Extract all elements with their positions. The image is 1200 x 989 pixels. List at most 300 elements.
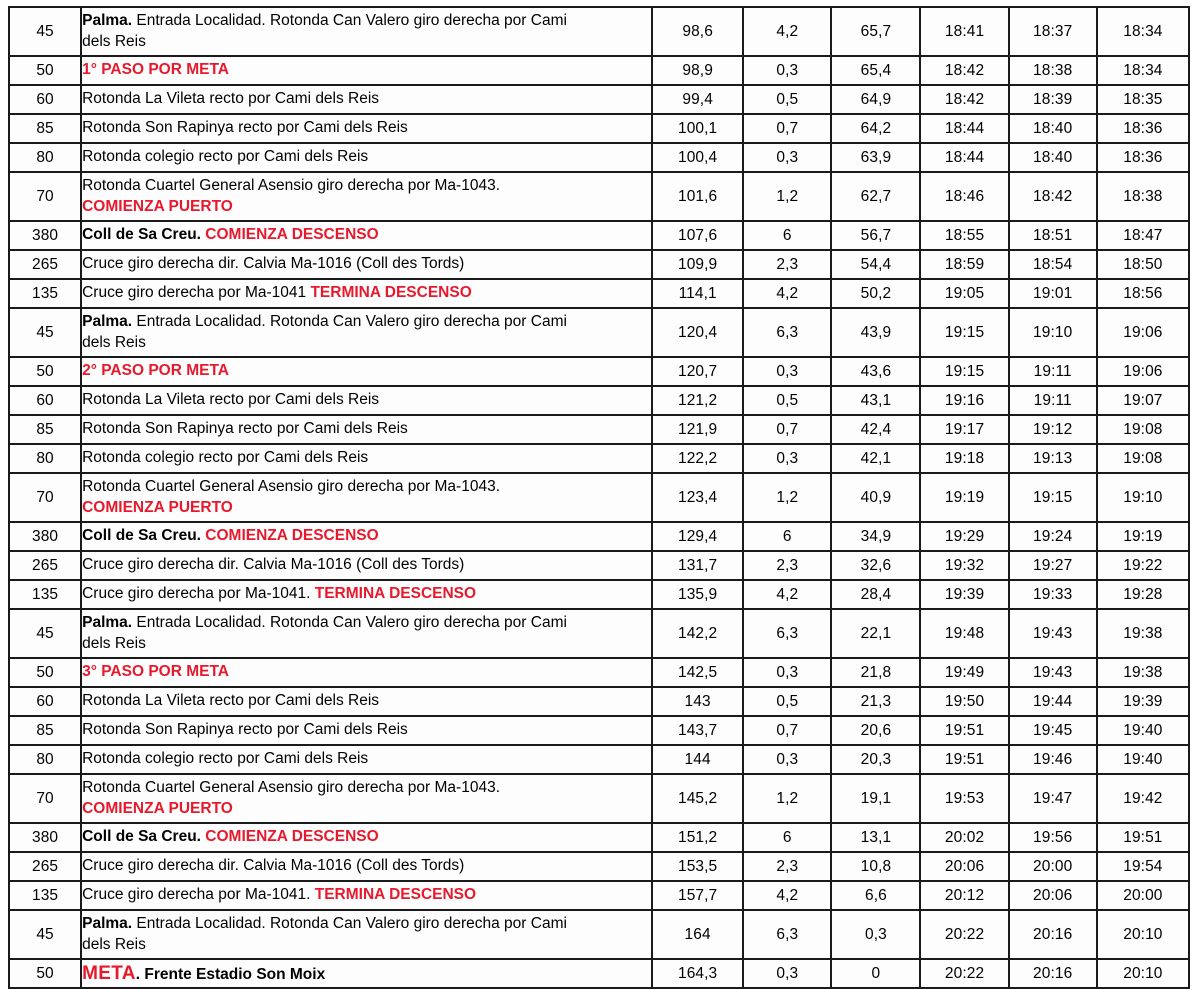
cell-time-slow: 19:51 xyxy=(920,716,1008,745)
cell-altitude: 265 xyxy=(9,551,81,580)
cell-time-fast: 19:40 xyxy=(1097,745,1189,774)
cell-altitude: 85 xyxy=(9,415,81,444)
cell-km-recorridos: 144 xyxy=(652,745,743,774)
description-highlight: 2° PASO POR META xyxy=(82,362,229,380)
cell-time-fast: 19:08 xyxy=(1097,444,1189,473)
table-row xyxy=(9,415,1189,444)
description-line xyxy=(82,60,651,80)
cell-description xyxy=(81,386,652,415)
cell-km-recorridos: 142,2 xyxy=(652,609,743,658)
cell-km-recorridos: 143,7 xyxy=(652,716,743,745)
cell-altitude: 380 xyxy=(9,823,81,852)
cell-description xyxy=(81,910,652,959)
description-line xyxy=(82,961,651,986)
cell-time-fast: 19:08 xyxy=(1097,415,1189,444)
cell-km-restantes: 20,3 xyxy=(831,745,920,774)
cell-km-restantes: 19,1 xyxy=(831,774,920,823)
description-line xyxy=(82,720,651,740)
cell-parcial: 0,5 xyxy=(743,386,831,415)
description-highlight: META xyxy=(82,962,136,984)
table-row xyxy=(9,143,1189,172)
description-text: Coll de Sa Creu. xyxy=(82,527,201,545)
description-text: Cruce giro derecha por Ma-1041 xyxy=(82,284,311,302)
description-text: Rotonda Cuartel General Asensio giro derecha por Ma-1043. xyxy=(82,779,500,797)
cell-km-recorridos: 153,5 xyxy=(652,852,743,881)
cell-time-fast: 19:06 xyxy=(1097,308,1189,357)
cell-km-recorridos: 131,7 xyxy=(652,551,743,580)
cell-altitude: 135 xyxy=(9,580,81,609)
cell-km-restantes: 10,8 xyxy=(831,852,920,881)
description-highlight: COMIENZA PUERTO xyxy=(82,197,233,215)
table-row xyxy=(9,250,1189,279)
cell-km-restantes: 43,9 xyxy=(831,308,920,357)
description-line xyxy=(82,312,651,332)
cell-km-restantes: 65,4 xyxy=(831,56,920,85)
cell-time-medium: 19:01 xyxy=(1009,279,1097,308)
cell-description xyxy=(81,658,652,687)
description-line xyxy=(82,691,651,711)
description-line xyxy=(82,197,651,217)
cell-km-restantes: 13,1 xyxy=(831,823,920,852)
cell-description xyxy=(81,551,652,580)
cell-km-restantes: 34,9 xyxy=(831,522,920,551)
cell-km-recorridos: 142,5 xyxy=(652,658,743,687)
cell-parcial: 0,3 xyxy=(743,444,831,473)
cell-time-medium: 19:11 xyxy=(1009,386,1097,415)
description-text: Rotonda Son Rapinya recto por Cami dels Reis xyxy=(82,721,408,739)
cell-time-fast: 20:00 xyxy=(1097,881,1189,910)
cell-altitude: 70 xyxy=(9,774,81,823)
table-row xyxy=(9,114,1189,143)
cell-time-slow: 20:02 xyxy=(920,823,1008,852)
description-text: Rotonda colegio recto por Cami dels Reis xyxy=(82,449,369,467)
description-line xyxy=(82,634,651,654)
cell-time-medium: 19:10 xyxy=(1009,308,1097,357)
cell-altitude: 80 xyxy=(9,444,81,473)
cell-time-slow: 19:15 xyxy=(920,357,1008,386)
description-text: Frente Estadio Son Moix xyxy=(140,965,326,983)
description-text: dels Reis xyxy=(82,333,146,351)
cell-time-fast: 18:35 xyxy=(1097,85,1189,114)
description-text: Rotonda Son Rapinya recto por Cami dels Reis xyxy=(82,119,408,137)
cell-time-slow: 19:49 xyxy=(920,658,1008,687)
cell-time-medium: 18:37 xyxy=(1009,7,1097,56)
cell-description xyxy=(81,881,652,910)
cell-description xyxy=(81,716,652,745)
cell-time-slow: 18:42 xyxy=(920,56,1008,85)
cell-altitude: 60 xyxy=(9,687,81,716)
table-row xyxy=(9,56,1189,85)
description-highlight: TERMINA DESCENSO xyxy=(314,886,477,904)
description-text: Rotonda La Vileta recto por Cami dels Reis xyxy=(82,391,380,409)
description-text: Palma. xyxy=(82,915,133,933)
description-line xyxy=(82,176,651,196)
cell-km-recorridos: 100,1 xyxy=(652,114,743,143)
description-line xyxy=(82,914,651,934)
cell-km-restantes: 50,2 xyxy=(831,279,920,308)
cell-time-fast: 18:50 xyxy=(1097,250,1189,279)
table-row xyxy=(9,444,1189,473)
cell-altitude: 50 xyxy=(9,56,81,85)
cell-parcial: 4,2 xyxy=(743,7,831,56)
cell-time-fast: 20:10 xyxy=(1097,959,1189,988)
cell-time-medium: 20:00 xyxy=(1009,852,1097,881)
cell-km-restantes: 62,7 xyxy=(831,172,920,221)
cell-km-recorridos: 120,4 xyxy=(652,308,743,357)
table-row xyxy=(9,823,1189,852)
cell-km-restantes: 43,6 xyxy=(831,357,920,386)
description-line xyxy=(82,419,651,439)
table-row xyxy=(9,910,1189,959)
description-line xyxy=(82,448,651,468)
description-text: Entrada Localidad. Rotonda Can Valero giro derecha por Cami xyxy=(132,12,567,30)
cell-description xyxy=(81,473,652,522)
cell-time-fast: 19:40 xyxy=(1097,716,1189,745)
cell-time-medium: 19:11 xyxy=(1009,357,1097,386)
description-line xyxy=(82,613,651,633)
cell-time-slow: 20:12 xyxy=(920,881,1008,910)
roadbook-table xyxy=(8,6,1190,989)
cell-time-fast: 18:36 xyxy=(1097,114,1189,143)
description-highlight: COMIENZA DESCENSO xyxy=(205,226,379,244)
cell-time-fast: 18:36 xyxy=(1097,143,1189,172)
cell-altitude: 50 xyxy=(9,357,81,386)
cell-parcial: 2,3 xyxy=(743,852,831,881)
cell-description xyxy=(81,580,652,609)
cell-time-medium: 19:43 xyxy=(1009,658,1097,687)
table-row xyxy=(9,221,1189,250)
cell-time-fast: 18:56 xyxy=(1097,279,1189,308)
cell-parcial: 0,5 xyxy=(743,85,831,114)
cell-parcial: 0,7 xyxy=(743,114,831,143)
cell-time-slow: 19:51 xyxy=(920,745,1008,774)
cell-time-fast: 19:38 xyxy=(1097,658,1189,687)
cell-time-fast: 18:38 xyxy=(1097,172,1189,221)
cell-altitude: 265 xyxy=(9,250,81,279)
table-row xyxy=(9,745,1189,774)
cell-time-slow: 19:39 xyxy=(920,580,1008,609)
cell-km-restantes: 43,1 xyxy=(831,386,920,415)
cell-km-recorridos: 120,7 xyxy=(652,357,743,386)
roadbook-body xyxy=(9,7,1189,988)
cell-time-medium: 19:45 xyxy=(1009,716,1097,745)
cell-km-restantes: 65,7 xyxy=(831,7,920,56)
cell-time-slow: 18:44 xyxy=(920,143,1008,172)
description-line xyxy=(82,498,651,518)
cell-parcial: 6,3 xyxy=(743,308,831,357)
cell-time-slow: 19:19 xyxy=(920,473,1008,522)
description-line xyxy=(82,856,651,876)
cell-km-restantes: 42,1 xyxy=(831,444,920,473)
description-highlight: COMIENZA DESCENSO xyxy=(205,828,379,846)
description-line xyxy=(82,390,651,410)
cell-description xyxy=(81,609,652,658)
table-row xyxy=(9,716,1189,745)
cell-km-recorridos: 121,2 xyxy=(652,386,743,415)
description-text: Palma. xyxy=(82,614,133,632)
cell-time-medium: 18:40 xyxy=(1009,114,1097,143)
cell-parcial: 6 xyxy=(743,221,831,250)
cell-time-medium: 19:15 xyxy=(1009,473,1097,522)
cell-altitude: 85 xyxy=(9,114,81,143)
cell-time-slow: 18:46 xyxy=(920,172,1008,221)
cell-time-slow: 19:32 xyxy=(920,551,1008,580)
cell-time-medium: 18:54 xyxy=(1009,250,1097,279)
cell-description xyxy=(81,745,652,774)
description-text: Cruce giro derecha dir. Calvia Ma-1016 (Coll des Tords) xyxy=(82,556,465,574)
cell-km-restantes: 64,9 xyxy=(831,85,920,114)
description-line xyxy=(82,11,651,31)
cell-km-recorridos: 129,4 xyxy=(652,522,743,551)
cell-description xyxy=(81,221,652,250)
cell-description xyxy=(81,522,652,551)
cell-parcial: 4,2 xyxy=(743,279,831,308)
description-text: Palma. xyxy=(82,12,133,30)
cell-km-recorridos: 99,4 xyxy=(652,85,743,114)
cell-km-restantes: 0,3 xyxy=(831,910,920,959)
cell-parcial: 0,7 xyxy=(743,716,831,745)
table-row xyxy=(9,580,1189,609)
description-line xyxy=(82,225,651,245)
cell-description xyxy=(81,85,652,114)
table-row xyxy=(9,85,1189,114)
cell-parcial: 1,2 xyxy=(743,172,831,221)
description-line xyxy=(82,118,651,138)
description-highlight: COMIENZA PUERTO xyxy=(82,498,233,516)
cell-km-restantes: 54,4 xyxy=(831,250,920,279)
cell-parcial: 0,3 xyxy=(743,658,831,687)
table-row xyxy=(9,852,1189,881)
cell-km-recorridos: 107,6 xyxy=(652,221,743,250)
cell-km-restantes: 32,6 xyxy=(831,551,920,580)
description-highlight: 3° PASO POR META xyxy=(82,663,229,681)
description-text: Cruce giro derecha por Ma-1041. xyxy=(82,585,315,603)
cell-time-medium: 19:13 xyxy=(1009,444,1097,473)
cell-time-medium: 18:42 xyxy=(1009,172,1097,221)
description-text: Coll de Sa Creu. xyxy=(82,828,201,846)
description-line xyxy=(82,361,651,381)
table-row xyxy=(9,308,1189,357)
cell-km-recorridos: 98,9 xyxy=(652,56,743,85)
description-line xyxy=(82,935,651,955)
cell-parcial: 0,3 xyxy=(743,56,831,85)
cell-time-medium: 19:24 xyxy=(1009,522,1097,551)
cell-time-fast: 19:19 xyxy=(1097,522,1189,551)
cell-time-fast: 19:10 xyxy=(1097,473,1189,522)
cell-km-recorridos: 164 xyxy=(652,910,743,959)
cell-altitude: 80 xyxy=(9,745,81,774)
cell-parcial: 0,3 xyxy=(743,745,831,774)
cell-altitude: 45 xyxy=(9,308,81,357)
cell-altitude: 45 xyxy=(9,609,81,658)
description-text: Cruce giro derecha por Ma-1041. xyxy=(82,886,315,904)
cell-time-fast: 18:34 xyxy=(1097,7,1189,56)
cell-time-fast: 20:10 xyxy=(1097,910,1189,959)
cell-parcial: 0,3 xyxy=(743,143,831,172)
cell-time-fast: 19:28 xyxy=(1097,580,1189,609)
cell-time-medium: 19:56 xyxy=(1009,823,1097,852)
cell-parcial: 6 xyxy=(743,522,831,551)
cell-time-slow: 18:59 xyxy=(920,250,1008,279)
description-highlight: 1° PASO POR META xyxy=(82,61,229,79)
description-text: Rotonda Cuartel General Asensio giro derecha por Ma-1043. xyxy=(82,478,500,496)
description-text: Rotonda La Vileta recto por Cami dels Reis xyxy=(82,692,380,710)
description-text: Entrada Localidad. Rotonda Can Valero giro derecha por Cami xyxy=(132,915,567,933)
cell-description xyxy=(81,7,652,56)
cell-time-slow: 18:44 xyxy=(920,114,1008,143)
cell-km-recorridos: 157,7 xyxy=(652,881,743,910)
cell-km-recorridos: 100,4 xyxy=(652,143,743,172)
description-highlight: COMIENZA PUERTO xyxy=(82,799,233,817)
cell-time-slow: 19:05 xyxy=(920,279,1008,308)
cell-time-medium: 19:46 xyxy=(1009,745,1097,774)
cell-altitude: 45 xyxy=(9,7,81,56)
cell-parcial: 0,5 xyxy=(743,687,831,716)
description-line xyxy=(82,254,651,274)
cell-time-medium: 18:51 xyxy=(1009,221,1097,250)
cell-parcial: 0,7 xyxy=(743,415,831,444)
cell-km-restantes: 40,9 xyxy=(831,473,920,522)
cell-description xyxy=(81,308,652,357)
cell-time-medium: 20:16 xyxy=(1009,959,1097,988)
cell-time-medium: 19:27 xyxy=(1009,551,1097,580)
table-row xyxy=(9,959,1189,988)
cell-altitude: 380 xyxy=(9,221,81,250)
cell-time-medium: 20:16 xyxy=(1009,910,1097,959)
cell-time-fast: 19:22 xyxy=(1097,551,1189,580)
cell-time-slow: 18:42 xyxy=(920,85,1008,114)
cell-time-fast: 19:06 xyxy=(1097,357,1189,386)
roadbook-container xyxy=(8,6,1190,989)
table-row xyxy=(9,279,1189,308)
table-row xyxy=(9,658,1189,687)
cell-altitude: 135 xyxy=(9,279,81,308)
cell-time-fast: 19:51 xyxy=(1097,823,1189,852)
cell-time-medium: 19:12 xyxy=(1009,415,1097,444)
description-text: dels Reis xyxy=(82,32,146,50)
cell-time-slow: 19:15 xyxy=(920,308,1008,357)
cell-time-slow: 20:06 xyxy=(920,852,1008,881)
cell-time-medium: 19:33 xyxy=(1009,580,1097,609)
cell-time-medium: 18:40 xyxy=(1009,143,1097,172)
description-text: Rotonda Cuartel General Asensio giro derecha por Ma-1043. xyxy=(82,177,500,195)
cell-description xyxy=(81,357,652,386)
table-row xyxy=(9,473,1189,522)
table-row xyxy=(9,881,1189,910)
table-row xyxy=(9,522,1189,551)
cell-description xyxy=(81,959,652,988)
table-row xyxy=(9,609,1189,658)
cell-time-medium: 19:47 xyxy=(1009,774,1097,823)
cell-altitude: 85 xyxy=(9,716,81,745)
cell-km-recorridos: 98,6 xyxy=(652,7,743,56)
cell-time-fast: 18:47 xyxy=(1097,221,1189,250)
cell-description xyxy=(81,823,652,852)
description-text: Rotonda colegio recto por Cami dels Reis xyxy=(82,750,369,768)
cell-km-restantes: 28,4 xyxy=(831,580,920,609)
description-line xyxy=(82,147,651,167)
description-line xyxy=(82,526,651,546)
cell-time-slow: 19:29 xyxy=(920,522,1008,551)
cell-km-recorridos: 122,2 xyxy=(652,444,743,473)
cell-km-recorridos: 143 xyxy=(652,687,743,716)
description-highlight: TERMINA DESCENSO xyxy=(310,284,472,302)
cell-description xyxy=(81,444,652,473)
cell-altitude: 135 xyxy=(9,881,81,910)
description-line xyxy=(82,662,651,682)
cell-parcial: 0,3 xyxy=(743,357,831,386)
cell-altitude: 80 xyxy=(9,143,81,172)
cell-km-restantes: 21,3 xyxy=(831,687,920,716)
table-row xyxy=(9,386,1189,415)
description-line xyxy=(82,32,651,52)
cell-description xyxy=(81,774,652,823)
description-text: Rotonda La Vileta recto por Cami dels Reis xyxy=(82,90,380,108)
description-text: Cruce giro derecha dir. Calvia Ma-1016 (Coll des Tords) xyxy=(82,255,465,273)
description-text: Rotonda colegio recto por Cami dels Reis xyxy=(82,148,369,166)
cell-km-restantes: 64,2 xyxy=(831,114,920,143)
cell-time-fast: 19:39 xyxy=(1097,687,1189,716)
cell-time-medium: 19:44 xyxy=(1009,687,1097,716)
cell-km-recorridos: 121,9 xyxy=(652,415,743,444)
cell-altitude: 60 xyxy=(9,85,81,114)
description-line xyxy=(82,827,651,847)
cell-km-recorridos: 151,2 xyxy=(652,823,743,852)
cell-time-slow: 19:50 xyxy=(920,687,1008,716)
description-text: . xyxy=(135,965,141,983)
table-row xyxy=(9,774,1189,823)
cell-time-slow: 19:18 xyxy=(920,444,1008,473)
cell-time-slow: 19:17 xyxy=(920,415,1008,444)
cell-parcial: 1,2 xyxy=(743,774,831,823)
cell-parcial: 2,3 xyxy=(743,551,831,580)
table-row xyxy=(9,172,1189,221)
cell-time-medium: 20:06 xyxy=(1009,881,1097,910)
description-highlight: COMIENZA DESCENSO xyxy=(205,527,379,545)
description-line xyxy=(82,89,651,109)
cell-km-restantes: 22,1 xyxy=(831,609,920,658)
cell-km-restantes: 63,9 xyxy=(831,143,920,172)
cell-parcial: 6 xyxy=(743,823,831,852)
cell-time-fast: 19:54 xyxy=(1097,852,1189,881)
description-text: Coll de Sa Creu. xyxy=(82,226,201,244)
cell-description xyxy=(81,852,652,881)
table-row xyxy=(9,357,1189,386)
cell-parcial: 1,2 xyxy=(743,473,831,522)
cell-km-recorridos: 145,2 xyxy=(652,774,743,823)
cell-time-slow: 18:55 xyxy=(920,221,1008,250)
description-text: dels Reis xyxy=(82,935,146,953)
cell-altitude: 70 xyxy=(9,172,81,221)
cell-km-recorridos: 135,9 xyxy=(652,580,743,609)
cell-altitude: 70 xyxy=(9,473,81,522)
cell-description xyxy=(81,172,652,221)
cell-description xyxy=(81,279,652,308)
cell-time-slow: 19:48 xyxy=(920,609,1008,658)
description-line xyxy=(82,333,651,353)
cell-altitude: 50 xyxy=(9,959,81,988)
description-highlight: TERMINA DESCENSO xyxy=(314,585,477,603)
table-row xyxy=(9,7,1189,56)
cell-description xyxy=(81,114,652,143)
cell-time-medium: 18:39 xyxy=(1009,85,1097,114)
cell-km-restantes: 42,4 xyxy=(831,415,920,444)
cell-time-fast: 19:42 xyxy=(1097,774,1189,823)
cell-time-slow: 19:16 xyxy=(920,386,1008,415)
cell-time-medium: 19:43 xyxy=(1009,609,1097,658)
cell-time-fast: 18:34 xyxy=(1097,56,1189,85)
cell-km-restantes: 20,6 xyxy=(831,716,920,745)
